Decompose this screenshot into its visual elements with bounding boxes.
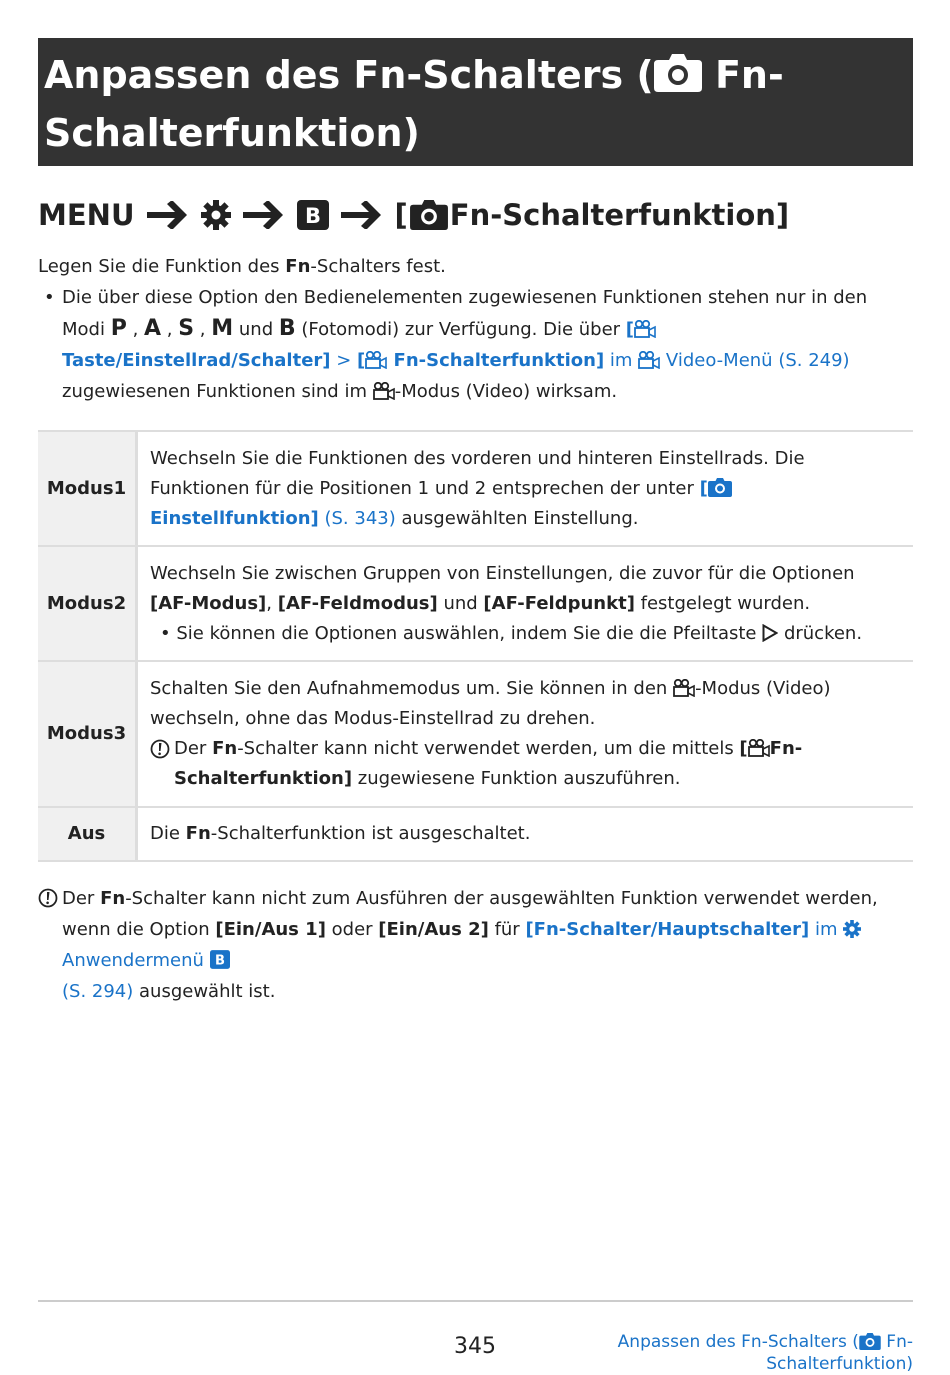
row-description — [137, 807, 914, 861]
note-text: zugewiesene Funktion auszuführen. — [352, 768, 681, 789]
bullet-text: Die über diese Option den Bedienelementen zugewiesenen Funktionen stehen nur in den Modi — [62, 287, 868, 340]
row-text: -Modus (Video) wechseln, ohne das Modus-Einstellrad zu drehen. — [150, 678, 831, 729]
footer-divider — [38, 1300, 913, 1302]
arrow-right-icon — [147, 201, 189, 229]
row-label: Modus2 — [38, 546, 137, 661]
link-label: Video-Menü (S. 249) — [660, 350, 850, 371]
link-label: Fn-Schalterfunktion] — [387, 350, 605, 371]
caution-icon — [38, 888, 58, 908]
note-fn-bold: Fn — [212, 738, 238, 759]
intro-text-end: -Schalters fest. — [310, 256, 446, 277]
arrow-right-icon — [341, 201, 383, 229]
table-row — [38, 431, 913, 546]
link-label: Einstellfunktion] — [150, 507, 319, 529]
row-caution-note — [150, 734, 901, 794]
und-text: und — [437, 592, 484, 614]
movie-icon — [638, 351, 660, 369]
page-title-text-end: Fn- — [701, 53, 784, 97]
option-af-feldmodus: [AF-Feldmodus] — [277, 592, 438, 614]
svg-text:B: B — [214, 953, 225, 969]
page-number: 345 — [454, 1334, 496, 1359]
caution-note-line — [38, 883, 913, 1007]
row-description — [137, 546, 914, 661]
mode-m: M — [211, 316, 234, 341]
intro-fn-bold: Fn — [285, 256, 311, 277]
running-footer-text: Schalterfunktion) — [766, 1354, 913, 1374]
table-row — [38, 661, 913, 807]
bullet-dot: • — [44, 287, 55, 308]
caution-note — [38, 883, 913, 1007]
option-ein-aus-1: [Ein/Aus 1] — [215, 919, 326, 940]
separator: , — [194, 319, 212, 340]
note-text: oder — [325, 919, 379, 940]
link-fn-schalter-hauptschalter[interactable]: [Fn-Schalter/Hauptschalter] — [525, 919, 810, 940]
option-af-modus: [AF-Modus] — [150, 592, 267, 614]
note-text: ausgewählt ist. — [133, 981, 276, 1002]
note-fn-bold: Fn — [100, 888, 126, 909]
link-bracket: [ — [357, 350, 366, 371]
link-im: im — [809, 919, 844, 940]
bullet-text: (Fotomodi) zur Verfügung. Die über — [295, 319, 626, 340]
menu-target-label: Fn-Schalterfunktion] — [449, 198, 790, 232]
row-text: Die — [150, 823, 186, 844]
b-tab-icon — [210, 950, 230, 969]
page-title-text: Anpassen des Fn-Schalters ( — [44, 53, 654, 97]
row-text: Schalten Sie den Aufnahmemodus um. Sie können in den — [150, 678, 674, 699]
running-footer-text: Fn- — [880, 1332, 913, 1352]
camera-icon — [410, 200, 448, 230]
intro-line — [38, 251, 913, 282]
row-label: Modus3 — [38, 661, 137, 807]
link-im: im — [604, 350, 639, 371]
row-text: festgelegt wurden. — [634, 592, 811, 614]
link-page: (S. 294) — [62, 981, 134, 1002]
mode-p: P — [110, 316, 127, 341]
link-page[interactable]: (S. 343) — [318, 507, 396, 529]
link-separator: > — [330, 350, 358, 371]
table-row — [38, 807, 913, 861]
camera-icon — [859, 1333, 881, 1350]
movie-icon — [673, 679, 695, 697]
link-fn-schalterfunktion[interactable] — [357, 350, 604, 371]
triangle-right-icon — [762, 624, 778, 642]
intro-section — [38, 251, 913, 407]
movie-icon — [748, 739, 770, 757]
mode-s: S — [178, 316, 195, 341]
gear-icon — [201, 200, 231, 230]
row-label: Aus — [38, 807, 137, 861]
page-title — [44, 46, 907, 162]
svg-text:B: B — [304, 204, 321, 228]
menu-path — [38, 193, 789, 237]
intro-text: Legen Sie die Funktion des — [38, 256, 286, 277]
mode-table — [38, 430, 913, 862]
movie-icon — [634, 320, 656, 338]
separator: , — [126, 319, 145, 340]
sub-bullet-text: drücken. — [778, 622, 863, 644]
link-bracket: [ — [699, 477, 708, 499]
note-bracket: [ — [739, 738, 748, 759]
menu-target-bracket: [ — [394, 198, 408, 232]
note-text: Der — [62, 888, 101, 909]
note-text: Der — [174, 738, 213, 759]
intro-bullet — [38, 282, 913, 407]
menu-label: MENU — [38, 198, 135, 232]
separator: , — [161, 319, 179, 340]
separator: , — [266, 592, 278, 614]
row-fn-bold: Fn — [185, 823, 211, 844]
mode-a: A — [144, 316, 162, 341]
option-ein-aus-2: [Ein/Aus 2] — [378, 919, 489, 940]
page-title-bar — [38, 38, 913, 166]
table-row — [38, 546, 913, 661]
bullet-text: zugewiesenen Funktionen sind im — [62, 381, 373, 402]
row-text: ausgewählten Einstellung. — [395, 507, 639, 529]
und-text: und — [233, 319, 279, 340]
camera-icon — [654, 54, 702, 92]
link-label: Taste/Einstellrad/Schalter] — [62, 350, 331, 371]
row-text: -Schalterfunktion ist ausgeschaltet. — [210, 823, 531, 844]
camera-icon — [708, 478, 732, 497]
movie-icon — [373, 382, 395, 400]
bullet-text: -Modus (Video) wirksam. — [394, 381, 618, 402]
row-description — [137, 661, 914, 807]
caution-icon — [150, 739, 170, 759]
mode-b: B — [278, 316, 296, 341]
note-text: für — [488, 919, 526, 940]
page-title-line2: Schalterfunktion) — [44, 111, 420, 155]
row-sub-bullet — [150, 619, 901, 649]
movie-icon — [365, 351, 387, 369]
row-label: Modus1 — [38, 431, 137, 546]
running-footer-link[interactable] — [618, 1331, 913, 1375]
link-video-menue[interactable] — [638, 350, 849, 371]
note-option: Fn-Schalterfunktion] — [174, 738, 803, 789]
note-text: -Schalter kann nicht zum Ausführen der ausgewählten Funktion verwendet werden, wenn die Option — [62, 888, 878, 940]
sub-bullet-text: Sie können die Optionen auswählen, indem Sie die die Pfeiltaste — [170, 622, 763, 644]
arrow-right-icon — [243, 201, 285, 229]
gear-icon — [843, 920, 861, 938]
note-text: -Schalter kann nicht verwendet werden, um die mittels — [237, 738, 740, 759]
option-af-feldpunkt: [AF-Feldpunkt] — [483, 592, 635, 614]
row-description — [137, 431, 914, 546]
row-text: Wechseln Sie die Funktionen des vorderen und hinteren Einstellrads. Die Funktionen für die Positionen 1 und 2 entsprechen der unter — [150, 447, 805, 499]
running-footer-text: Anpassen des Fn-Schalters ( — [617, 1332, 859, 1352]
bullet-dot: • — [160, 622, 171, 644]
menu-target — [395, 198, 790, 232]
link-bracket: [ — [625, 319, 635, 340]
row-text: Wechseln Sie zwischen Gruppen von Einstellungen, die zuvor für die Optionen — [150, 562, 855, 584]
link-label: Anwendermenü — [62, 950, 210, 971]
b-tab-icon — [297, 200, 329, 230]
